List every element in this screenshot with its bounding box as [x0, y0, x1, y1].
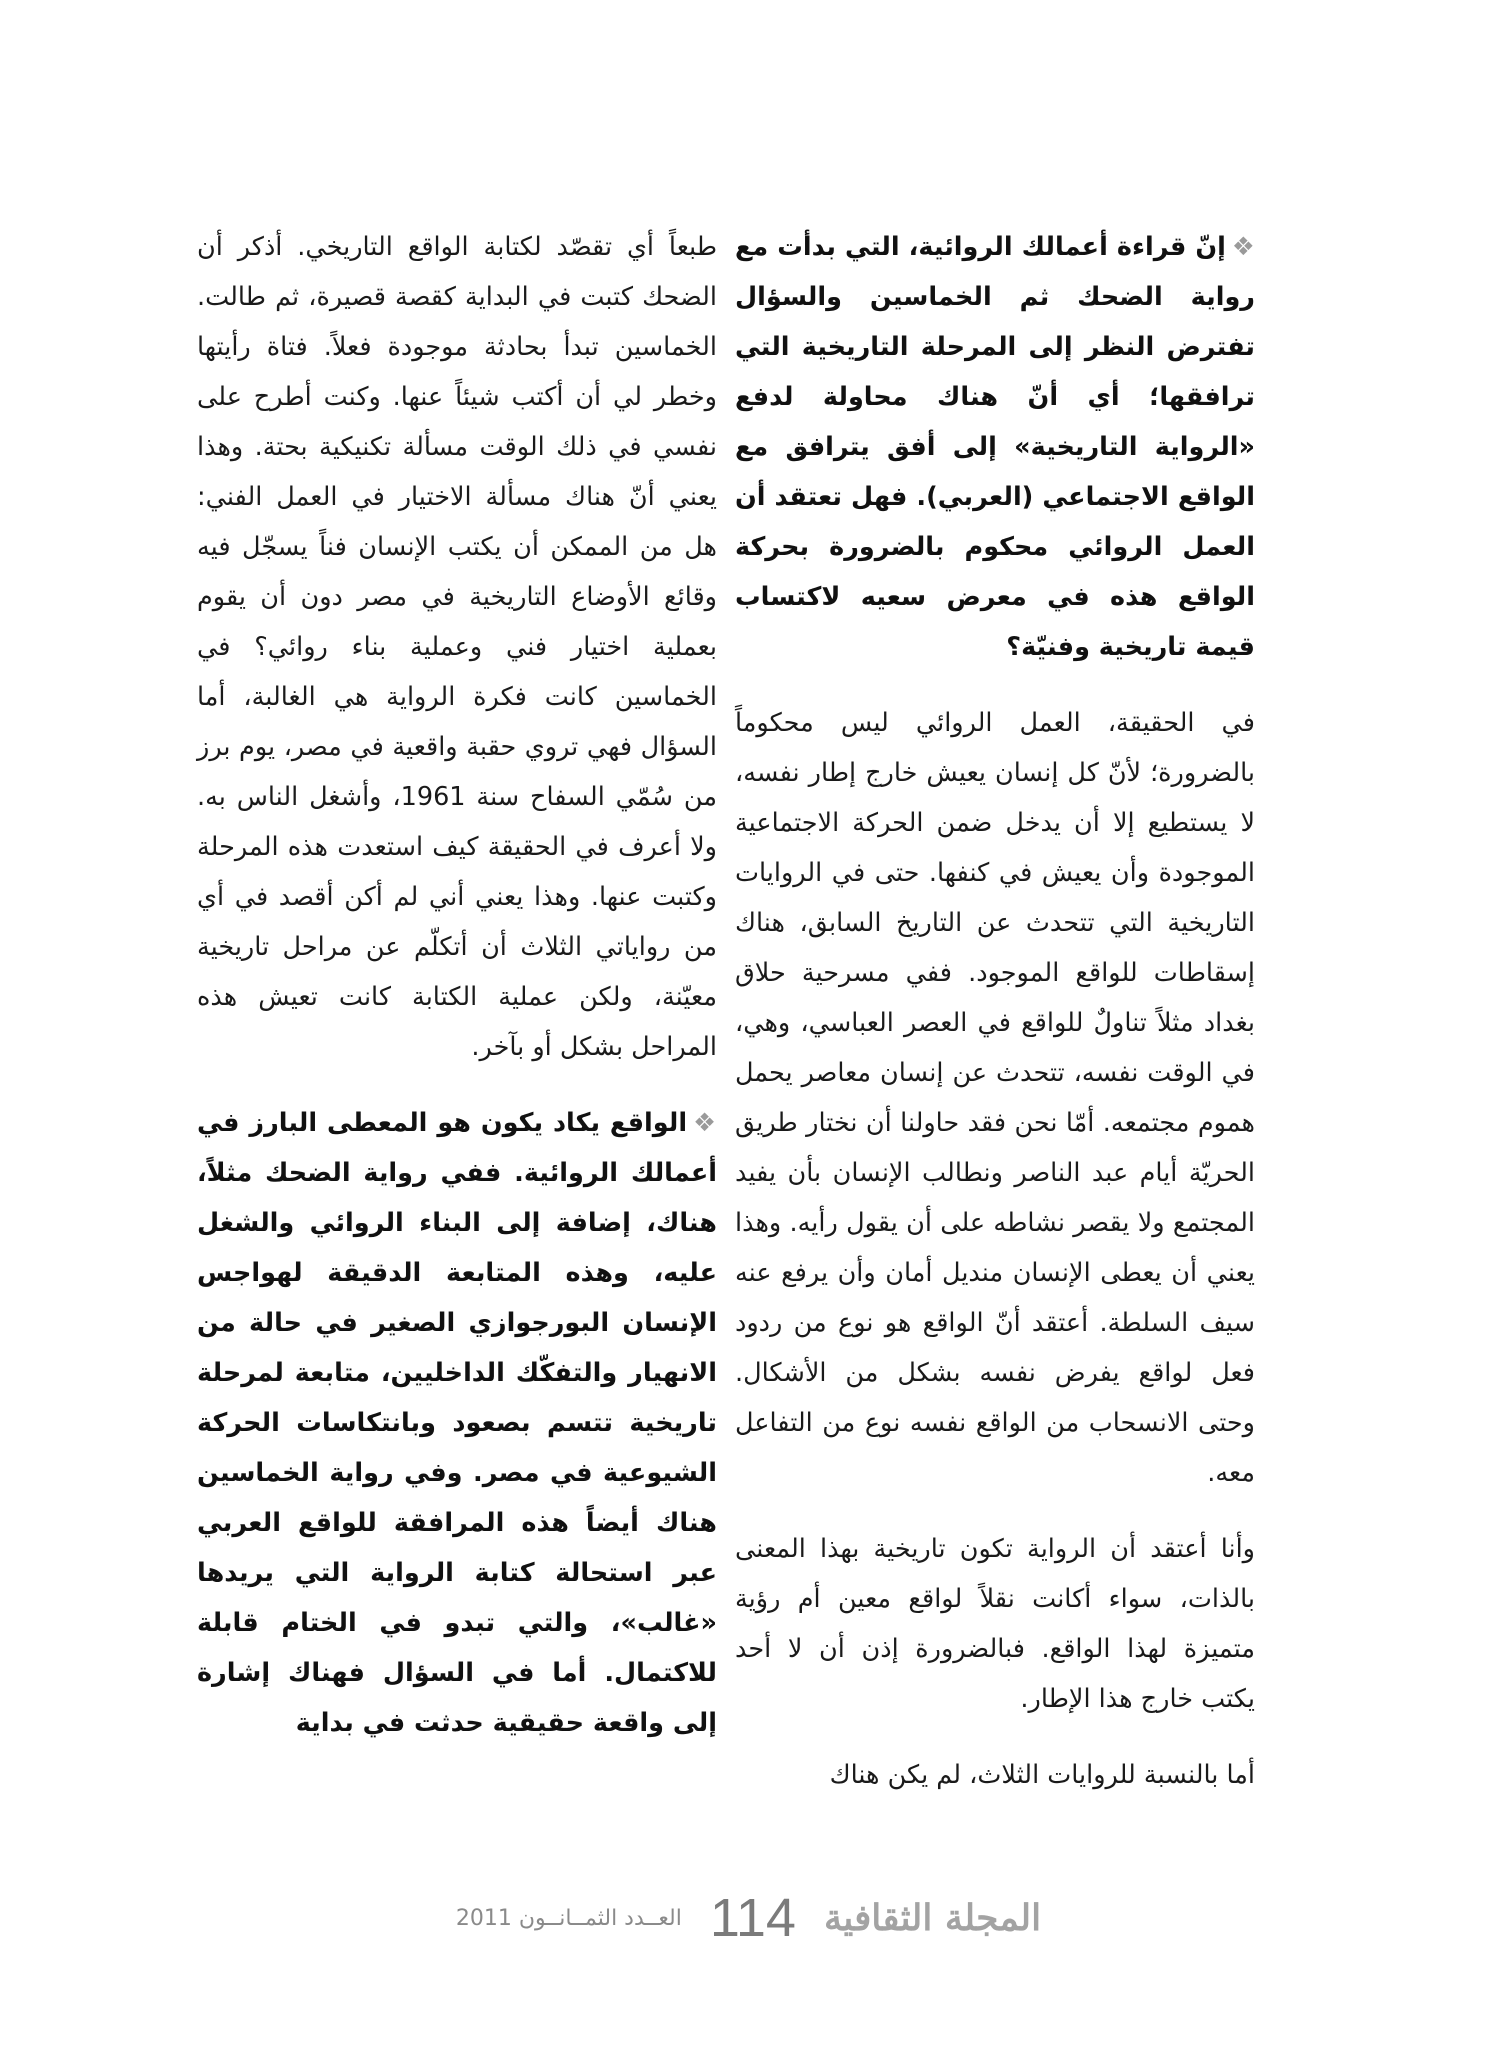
magazine-name: المجلة الثقافية: [823, 1897, 1042, 1939]
answer-paragraph-3: أما بالنسبة للروايات الثلاث، لم يكن هناك: [829, 1760, 1255, 1790]
question-1-text: إنّ قراءة أعمالك الروائية، التي بدأت مع رواية الضحك ثم الخماسين والسؤال تفترض النظر إلى المرحلة التاريخية التي ترافقها؛ أي أنّ هناك محاولة لدفع «الرواية التاريخية» إلى أفق يترافق مع الواقع الاجتماعي (العربي). فهل تعتقد أن العمل الروائي محكوم بالضرورة بحركة الواقع هذه في معرض سعيه لاكتساب قيمة تاريخية وفنيّة؟: [735, 232, 1255, 662]
diamond-icon: ❖: [693, 1108, 717, 1138]
right-column: [735, 222, 1255, 1826]
interview-question-1: [735, 222, 1255, 672]
interview-question-2: [197, 1098, 717, 1748]
answer-paragraph-1: في الحقيقة، العمل الروائي ليس محكوماً بالضرورة؛ لأنّ كل إنسان يعيش خارج إطار نفسه، لا يستطيع إلا أن يدخل ضمن الحركة الاجتماعية الموجودة وأن يعيش في كنفها. حتى في الروايات التاريخية التي تتحدث عن التاريخ السابق، هناك إسقاطات للواقع الموجود. ففي مسرحية حلاق بغداد مثلاً تناولٌ للواقع في العصر العباسي، وهي، في الوقت نفسه، تتحدث عن إنسان معاصر يحمل هموم مجتمعه. أمّا نحن فقد حاولنا أن نختار طريق الحريّة أيام عبد الناصر ونطالب الإنسان بأن يفيد المجتمع ولا يقصر نشاطه على أن يقول رأيه. وهذا يعني أن يعطى الإنسان منديل أمان وأن يرفع عنه سيف السلطة. أعتقد أنّ الواقع هو نوع من ردود فعل لواقع يفرض نفسه بشكل من الأشكال. وحتى الانسحاب من الواقع نفسه نوع من التفاعل معه.: [735, 708, 1255, 1488]
left-column: [197, 222, 717, 1774]
issue-label: العــدد الثمــانــون 2011: [455, 1905, 682, 1931]
question-2-text: الواقع يكاد يكون هو المعطى البارز في أعمالك الروائية. ففي رواية الضحك مثلاً، هناك، إضافة إلى البناء الروائي والشغل عليه، وهذه المتابعة الدقيقة لهواجس الإنسان البورجوازي الصغير في حالة من الانهيار والتفكّك الداخليين، متابعة لمرحلة تاريخية تتسم بصعود وبانتكاسات الحركة الشيوعية في مصر. وفي رواية الخماسين هناك أيضاً هذه المرافقة للواقع العربي عبر استحالة كتابة الرواية التي يريدها «غالب»، والتي تبدو في الختام قابلة للاكتمال. أما في السؤال فهناك إشارة إلى واقعة حقيقية حدثت في بداية: [197, 1108, 717, 1738]
answer-paragraph-2: وأنا أعتقد أن الرواية تكون تاريخية بهذا المعنى بالذات، سواء أكانت نقلاً لواقع معين أم رؤية متميزة لهذا الواقع. فبالضرورة إذن أن لا أحد يكتب خارج هذا الإطار.: [735, 1534, 1255, 1714]
page-number: 114: [709, 1888, 796, 1948]
page-footer: [420, 1890, 1077, 1946]
diamond-icon: ❖: [1231, 232, 1255, 262]
answer-paragraph-4: طبعاً أي تقصّد لكتابة الواقع التاريخي. أذكر أن الضحك كتبت في البداية كقصة قصيرة، ثم طالت. الخماسين تبدأ بحادثة موجودة فعلاً. فتاة رأيتها وخطر لي أن أكتب شيئاً عنها. وكنت أطرح على نفسي في ذلك الوقت مسألة تكنيكية بحتة. وهذا يعني أنّ هناك مسألة الاختيار في العمل الفني: هل من الممكن أن يكتب الإنسان فناً يسجّل فيه وقائع الأوضاع التاريخية في مصر دون أن يقوم بعملية اختيار فني وعملية بناء روائي؟ في الخماسين كانت فكرة الرواية هي الغالبة، أما السؤال فهي تروي حقبة واقعية في مصر، يوم برز من سُمّي السفاح سنة 1961، وأشغل الناس به. ولا أعرف في الحقيقة كيف استعدت هذه المرحلة وكتبت عنها. وهذا يعني أني لم أكن أقصد في أي من رواياتي الثلاث أن أتكلّم عن مراحل تاريخية معيّنة، ولكن عملية الكتابة كانت تعيش هذه المراحل بشكل أو بآخر.: [197, 232, 718, 1062]
